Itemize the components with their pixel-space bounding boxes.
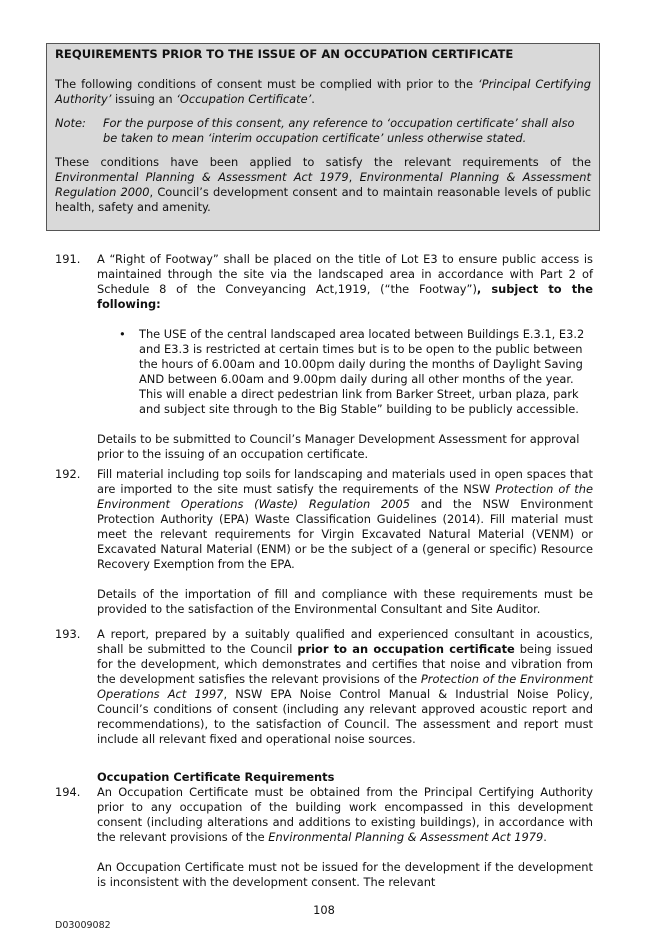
condition-191	[55, 252, 593, 462]
note-text: For the purpose of this consent, any reference to ‘occupation certificate’ shall also be taken to mean ‘interim occupation certificate’ unless otherwise stated.	[103, 116, 575, 145]
page-number: 108	[313, 903, 335, 917]
condition-number: 194.	[55, 785, 81, 799]
condition-details: Details of the importation of fill and compliance with these requirements must be provided to the satisfaction of the Environmental Consultant and Site Auditor.	[97, 587, 593, 616]
document-id: D03009082	[55, 920, 111, 931]
condition-details: Details to be submitted to Council’s Manager Development Assessment for approval prior to the issuing of an occupation certificate.	[97, 432, 580, 461]
condition-text: A report, prepared by a suitably qualified and experienced consultant in acoustics, shall be submitted to the Council prior to an occupation certificate being issued for the development, which demonstrates and certifies that noise and vibration from the development satisfies the relevant provisions of the Protection of the Environment Operations Act 1997, NSW EPA Noise Control Manual & Industrial Noise Policy, Council’s conditions of consent (including any relevant approved acoustic report and recommendations), to the satisfaction of Council. The assessment and report must include all relevant fixed and operational noise sources.	[97, 627, 594, 746]
box-paragraph-3: These conditions have been applied to satisfy the relevant requirements of the Environmental Planning & Assessment Act 1979, Environmental Planning & Assessment Regulation 2000, Council’s development consent and to maintain reasonable levels of public health, safety and amenity.	[55, 155, 591, 214]
condition-text: An Occupation Certificate must be obtained from the Principal Certifying Authority prior to any occupation of the building work encompassed in this development consent (including alterations and additions to existing buildings), in accordance with the relevant provisions of the Environmental Planning & Assessment Act 1979.	[97, 785, 593, 844]
list-item: • The USE of the central landscaped area located between Buildings E.3.1, E3.2 and E3.3 is restricted at certain times but is to be open to the public between the hours of 6.00am and 10.00pm daily during the months of Daylight Saving AND between 6.00am and 9.00pm daily during all other months of the year. This will enable a direct pedestrian link from Barker Street, urban plaza, park and subject site through to the Big Stable” building to be publicly accessible.	[119, 327, 593, 417]
section-title: REQUIREMENTS PRIOR TO THE ISSUE OF AN OCCUPATION CERTIFICATE	[55, 47, 514, 61]
condition-text: Fill material including top soils for landscaping and materials used in open spaces that are imported to the site must satisfy the requirements of the NSW Protection of the Environment Operations (Waste) Regulation 2005 and the NSW Environment Protection Authority (EPA) Waste Classification Guidelines (2014). Fill material must meet the relevant requirements for Virgin Excavated Natural Material (VENM) or Excavated Natural Material (ENM) or be the subject of a (general or specific) Resource Recovery Exemption from the EPA.	[97, 467, 593, 571]
condition-number: 192.	[55, 467, 81, 481]
requirements-box	[46, 43, 600, 231]
condition-paragraph-2: An Occupation Certificate must not be issued for the development if the development is inconsistent with the development consent. The relevant	[97, 860, 593, 889]
condition-number: 191.	[55, 252, 81, 266]
bullet-list	[119, 327, 593, 417]
note-label: Note:	[55, 116, 86, 130]
condition-193	[55, 627, 593, 747]
condition-number: 193.	[55, 627, 81, 641]
condition-194	[55, 785, 593, 890]
box-note	[55, 116, 591, 146]
condition-text: A “Right of Footway” shall be placed on the title of Lot E3 to ensure public access is maintained through the site via the landscaped area in accordance with Part 2 of Schedule 8 of the Conveyancing Act,1919, (“the Footway”), subject to the following:	[97, 252, 593, 311]
condition-192	[55, 467, 593, 617]
subsection-heading: Occupation Certificate Requirements	[97, 770, 335, 784]
box-paragraph-1: The following conditions of consent must be complied with prior to the ‘Principal Certifying Authority’ issuing an ‘Occupation Certificate’.	[55, 77, 592, 106]
